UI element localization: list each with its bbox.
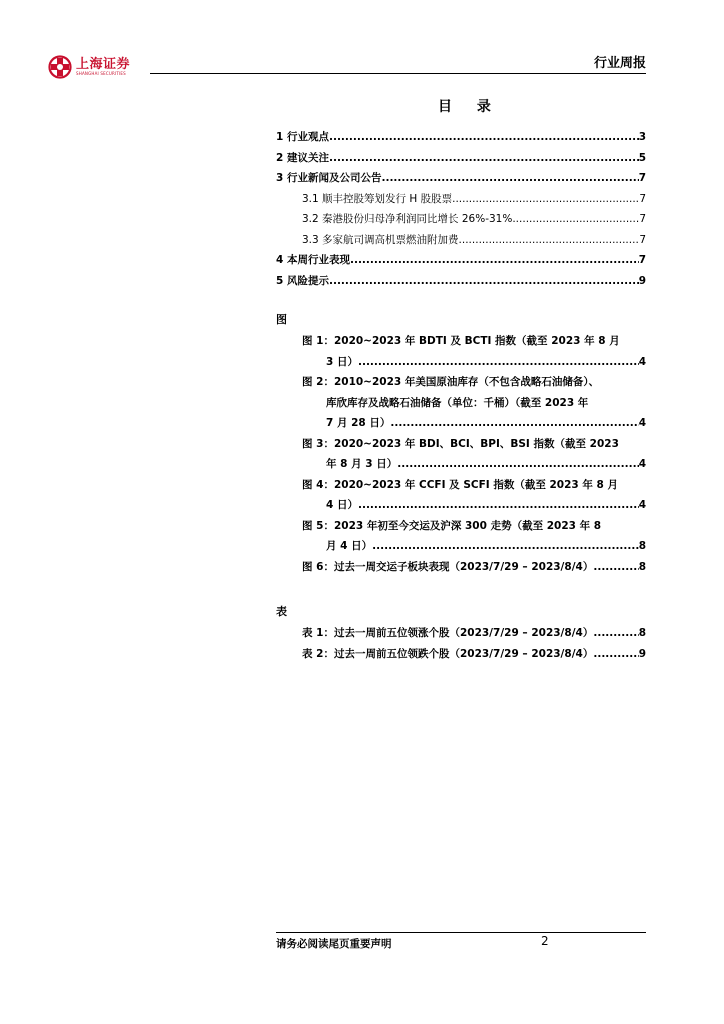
figure-title: 图 2：2010~2023 年美国原油库存（不包含战略石油储备）、	[302, 376, 600, 388]
footer-divider	[276, 932, 646, 933]
figure-entry[interactable]	[276, 557, 646, 578]
dot-leader	[593, 557, 638, 578]
figure-page: 8	[638, 540, 646, 552]
figure-entry[interactable]	[276, 475, 646, 516]
toc-entry-page: 7	[638, 254, 646, 266]
toc-entry-title: 1 行业观点	[276, 131, 329, 143]
dot-leader	[459, 230, 640, 251]
toc-subentry[interactable]	[276, 230, 646, 251]
dot-leader	[381, 168, 638, 189]
figure-entry[interactable]	[276, 434, 646, 475]
figure-entry[interactable]	[276, 516, 646, 557]
table-page: 8	[638, 627, 646, 639]
table-of-contents	[276, 127, 646, 664]
dot-leader	[390, 413, 638, 434]
dot-leader	[512, 209, 639, 230]
toc-entry-title: 3.1 顺丰控股筹划发行 H 股股票	[302, 192, 453, 205]
table-page: 9	[638, 647, 646, 660]
toc-entry-page: 7	[639, 213, 646, 225]
figure-title-cont: 3 日）	[326, 355, 358, 368]
figure-title: 图 3：2020~2023 年 BDI、BCI、BPI、BSI 指数（截至 2023	[302, 437, 619, 450]
toc-title: 目 录	[438, 99, 501, 115]
dot-leader	[397, 454, 638, 475]
dot-leader	[358, 495, 639, 516]
toc-entry-title: 4 本周行业表现	[276, 254, 350, 266]
figure-title: 图 6：过去一周交运子板块表现（2023/7/29 – 2023/8/4）	[302, 560, 594, 573]
figure-page: 4	[638, 355, 646, 368]
dot-leader	[593, 644, 638, 665]
logo-emblem-icon	[48, 55, 72, 79]
footer-disclaimer: 请务必阅读尾页重要声明	[276, 938, 392, 950]
logo-en-text: SHANGHAI SECURITIES	[76, 71, 126, 76]
toc-entry[interactable]	[276, 148, 646, 169]
toc-entry-title: 2 建议关注	[276, 151, 329, 164]
figure-page: 4	[638, 417, 646, 429]
table-title: 表 1：过去一周前五位领涨个股（2023/7/29 – 2023/8/4）	[302, 627, 594, 639]
table-entry[interactable]	[276, 644, 646, 665]
toc-entry-page: 3	[638, 131, 646, 143]
figure-page: 4	[638, 458, 646, 470]
figure-title-cont: 7 月 28 日）	[326, 417, 391, 429]
toc-entry-page: 7	[638, 172, 646, 184]
figures-section-label: 图	[276, 313, 287, 326]
dot-leader	[452, 189, 639, 210]
figure-entry[interactable]	[276, 331, 646, 372]
toc-entry-page: 7	[639, 233, 646, 246]
table-entry[interactable]	[276, 623, 646, 644]
toc-entry-title: 3 行业新闻及公司公告	[276, 172, 382, 184]
toc-subentry[interactable]	[276, 209, 646, 230]
toc-entry[interactable]	[276, 250, 646, 271]
figure-title: 图 1：2020~2023 年 BDTI 及 BCTI 指数（截至 2023 年 8 月	[302, 335, 620, 347]
toc-entry[interactable]	[276, 271, 646, 292]
toc-entry-page: 5	[638, 151, 646, 164]
table-title: 表 2：过去一周前五位领跌个股（2023/7/29 – 2023/8/4）	[302, 647, 594, 660]
toc-entry-title: 3.2 秦港股份归母净利润同比增长 26%-31%	[302, 213, 513, 225]
toc-entry[interactable]	[276, 127, 646, 148]
tables-section-label: 表	[276, 605, 287, 618]
figure-page: 4	[638, 499, 646, 511]
toc-entry-page: 9	[638, 274, 646, 287]
page-number: 2	[541, 934, 549, 948]
dot-leader	[593, 623, 638, 644]
figure-title-cont: 4 日）	[326, 499, 358, 511]
document-type: 行业周报	[593, 56, 646, 71]
dot-leader	[372, 536, 639, 557]
header-divider	[150, 73, 646, 74]
figure-title-cont: 年 8 月 3 日）	[326, 458, 398, 470]
dot-leader	[329, 148, 639, 169]
figure-title: 图 5：2023 年初至今交运及沪深 300 走势（截至 2023 年 8	[302, 519, 602, 532]
toc-entry-title: 5 风险提示	[276, 274, 329, 287]
figure-page: 8	[638, 560, 646, 573]
toc-entry-title: 3.3 多家航司调高机票燃油附加费	[302, 233, 459, 246]
dot-leader	[329, 127, 639, 148]
figure-title-cont: 库欣库存及战略石油储备（单位：千桶）（截至 2023 年	[326, 396, 589, 409]
logo-cn-text: 上海证券	[76, 57, 131, 72]
dot-leader	[329, 271, 639, 292]
toc-entry[interactable]	[276, 168, 646, 189]
company-logo	[48, 55, 130, 79]
dot-leader	[358, 352, 639, 373]
toc-entry-page: 7	[639, 192, 646, 205]
dot-leader	[350, 250, 639, 271]
figure-title: 图 4：2020~2023 年 CCFI 及 SCFI 指数（截至 2023 年 8 月	[302, 478, 618, 491]
figure-entry[interactable]	[276, 372, 646, 434]
toc-subentry[interactable]	[276, 189, 646, 210]
figure-title-cont: 月 4 日）	[326, 540, 373, 552]
